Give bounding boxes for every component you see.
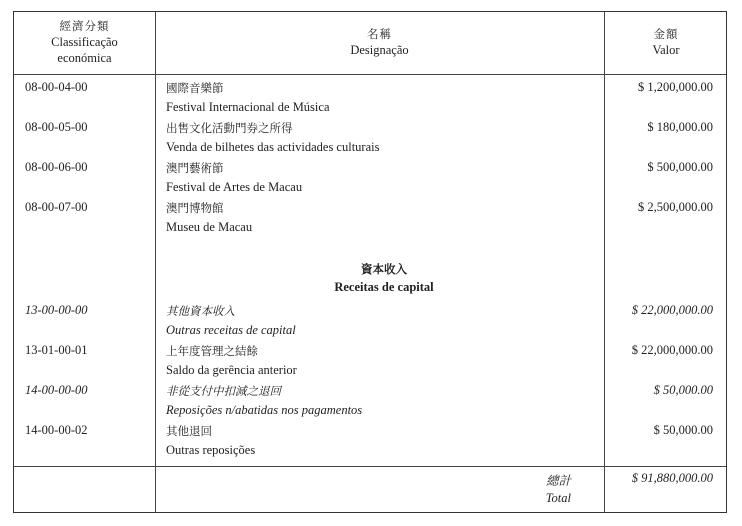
row-value: $ 22,000,000.00 xyxy=(631,303,713,317)
row-name-zh: 其他資本收入 xyxy=(166,304,235,318)
header-classification xyxy=(14,12,155,72)
table-row xyxy=(14,198,726,218)
total-divider xyxy=(14,466,726,467)
row-name-zh: 其他退回 xyxy=(166,424,212,438)
row-name-zh: 國際音樂節 xyxy=(166,81,224,95)
row-value: $ 2,500,000.00 xyxy=(638,200,713,214)
row-name-pt: Outras reposições xyxy=(166,443,256,457)
row-name-zh: 澳門博物館 xyxy=(166,201,224,215)
row-value: $ 180,000.00 xyxy=(647,120,713,134)
row-name-pt: Venda de bilhetes das actividades culturais xyxy=(166,140,380,154)
header-value-zh: 金額 xyxy=(653,27,679,41)
header-value xyxy=(604,12,728,72)
total-value: $ 91,880,000.00 xyxy=(631,471,713,485)
header-value-pt: Valor xyxy=(652,43,680,57)
row-value: $ 500,000.00 xyxy=(647,160,713,174)
row-code: 08-00-07-00 xyxy=(25,200,88,214)
table-row xyxy=(14,158,726,178)
section-title-pt: Receitas de capital xyxy=(334,280,434,294)
header-designation-zh: 名稱 xyxy=(367,27,392,41)
row-value: $ 50,000.00 xyxy=(653,383,713,397)
table-row xyxy=(14,118,726,138)
table-row-pt xyxy=(14,441,726,461)
header-classification-pt-1: Classificação xyxy=(51,35,118,49)
row-code: 13-01-00-01 xyxy=(25,343,88,357)
row-name-zh: 上年度管理之結餘 xyxy=(166,344,258,358)
header-classification-zh: 經濟分類 xyxy=(59,19,110,33)
row-name-zh: 非從支付中扣減之退回 xyxy=(166,384,281,398)
table-row-pt xyxy=(14,98,726,118)
row-code: 13-00-00-00 xyxy=(25,303,88,317)
header-designation xyxy=(155,12,604,72)
total-label-zh: 總計 xyxy=(545,473,571,488)
header-designation-pt: Designação xyxy=(350,43,409,57)
row-name-zh: 出售文化活動門券之所得 xyxy=(166,121,293,135)
row-name-pt: Festival de Artes de Macau xyxy=(166,180,303,194)
row-name-zh: 澳門藝術節 xyxy=(166,161,224,175)
table-row xyxy=(14,381,726,401)
section-title-zh: 資本收入 xyxy=(361,262,407,276)
row-value: $ 22,000,000.00 xyxy=(631,343,713,357)
row-code: 08-00-05-00 xyxy=(25,120,88,134)
row-code: 14-00-00-02 xyxy=(25,423,88,437)
row-code: 08-00-06-00 xyxy=(25,160,88,174)
header-classification-pt-2: económica xyxy=(57,51,112,65)
budget-table xyxy=(13,11,727,513)
row-value: $ 50,000.00 xyxy=(653,423,713,437)
table-row-pt xyxy=(14,401,726,421)
table-row-pt xyxy=(14,178,726,198)
table-row-pt xyxy=(14,138,726,158)
row-value: $ 1,200,000.00 xyxy=(638,80,713,94)
table-row xyxy=(14,421,726,441)
table-row xyxy=(14,341,726,361)
table-row-pt xyxy=(14,321,726,341)
row-name-pt: Museu de Macau xyxy=(166,220,253,234)
total-label-pt: Total xyxy=(545,491,571,505)
table-row xyxy=(14,301,726,321)
row-name-pt: Festival Internacional de Música xyxy=(166,100,330,114)
row-code: 14-00-00-00 xyxy=(25,383,88,397)
row-code: 08-00-04-00 xyxy=(25,80,88,94)
row-name-pt: Saldo da gerência anterior xyxy=(166,363,297,377)
row-name-pt: Reposições n/abatidas nos pagamentos xyxy=(166,403,363,417)
table-row-pt xyxy=(14,361,726,381)
row-name-pt: Outras receitas de capital xyxy=(166,323,296,337)
header-divider xyxy=(14,74,726,75)
table-row xyxy=(14,78,726,98)
table-row-pt xyxy=(14,218,726,238)
